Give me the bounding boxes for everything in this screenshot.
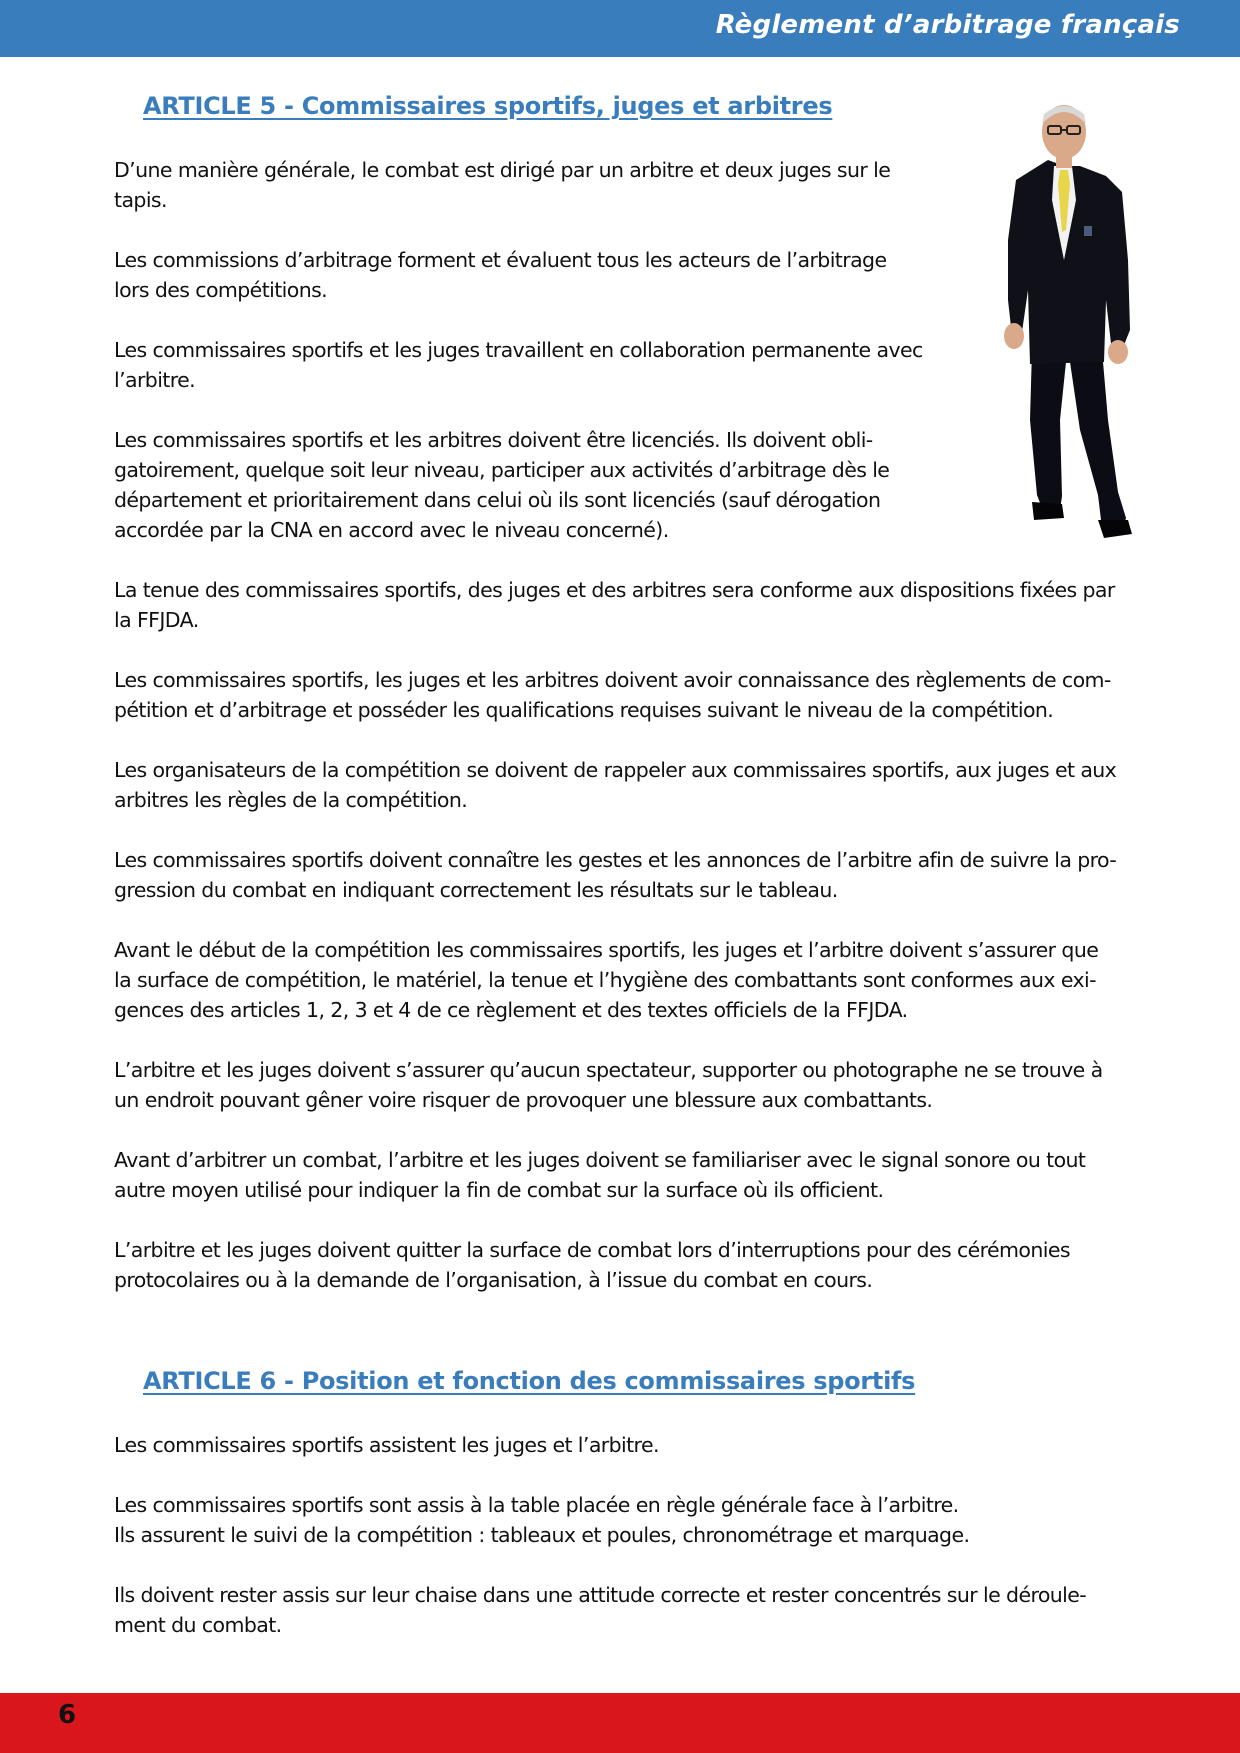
text-line: Ils assurent le suivi de la compétition : tableaux et poules, chronométrage et marquage.: [114, 1523, 970, 1547]
text-line: l’arbitre.: [114, 368, 196, 392]
text-line: Les commissaires sportifs, les juges et les arbitres doivent avoir connaissance des règlements de com-: [114, 668, 1111, 692]
article-6-paragraph-3: [114, 1580, 1165, 1640]
text-line: Avant d’arbitrer un combat, l’arbitre et les juges doivent se familiariser avec le signal sonore ou tout: [114, 1148, 1086, 1172]
text-line: ment du combat.: [114, 1613, 282, 1637]
text-line: gences des articles 1, 2, 3 et 4 de ce règlement et des textes officiels de la FFJDA.: [114, 998, 908, 1022]
text-line: la surface de compétition, le matériel, la tenue et l’hygiène des combattants sont conformes aux exi-: [114, 968, 1096, 992]
article-5-paragraph-6: [114, 665, 1165, 725]
article-5-paragraph-4: [114, 425, 958, 545]
text-line: Les commissaires sportifs et les juges travaillent en collaboration permanente avec: [114, 338, 923, 362]
article-5-paragraph-5: [114, 575, 1165, 635]
text-line: Les commissaires sportifs et les arbitres doivent être licenciés. Ils doivent obli-: [114, 428, 873, 452]
header-band: [0, 0, 1240, 57]
text-line: lors des compétitions.: [114, 278, 328, 302]
text-line: Les commissaires sportifs sont assis à la table placée en règle générale face à l’arbitre.: [114, 1493, 959, 1517]
jacket-badge: [1084, 226, 1092, 236]
article-5-title: ARTICLE 5 - Commissaires sportifs, juges et arbitres: [143, 92, 833, 120]
text-line: un endroit pouvant gêner voire risquer de provoquer une blessure aux combattants.: [114, 1088, 933, 1112]
article-5-paragraph-9: [114, 935, 1165, 1025]
footer-band: [0, 1693, 1240, 1753]
text-line: pétition et d’arbitrage et posséder les qualifications requises suivant le niveau de la compétition.: [114, 698, 1054, 722]
text-line: autre moyen utilisé pour indiquer la fin de combat sur la surface où ils officient.: [114, 1178, 884, 1202]
text-line: la FFJDA.: [114, 608, 199, 632]
shoe-left: [1032, 502, 1064, 520]
text-line: gatoirement, quelque soit leur niveau, participer aux activités d’arbitrage dès le: [114, 458, 890, 482]
text-line: Les organisateurs de la compétition se doivent de rappeler aux commissaires sportifs, aux juges et aux: [114, 758, 1117, 782]
text-line: Les commissaires sportifs assistent les juges et l’arbitre.: [114, 1433, 659, 1457]
article-6-paragraph-1: [114, 1430, 1165, 1460]
text-line: Avant le début de la compétition les commissaires sportifs, les juges et l’arbitre doivent s’assurer que: [114, 938, 1099, 962]
text-line: Les commissions d’arbitrage forment et évaluent tous les acteurs de l’arbitrage: [114, 248, 887, 272]
text-line: tapis.: [114, 188, 167, 212]
article-5-paragraph-1: [114, 155, 958, 215]
article-5-paragraph-11: [114, 1145, 1165, 1205]
text-line: D’une manière générale, le combat est dirigé par un arbitre et deux juges sur le: [114, 158, 891, 182]
article-5-paragraph-8: [114, 845, 1165, 905]
text-line: La tenue des commissaires sportifs, des juges et des arbitres sera conforme aux dispositions fixées par: [114, 578, 1115, 602]
article-6-paragraph-2: [114, 1490, 1165, 1550]
article-6-title: ARTICLE 6 - Position et fonction des commissaires sportifs: [143, 1367, 916, 1395]
referee-photo: [980, 100, 1150, 540]
page-number: 6: [58, 1700, 77, 1730]
text-line: accordée par la CNA en accord avec le niveau concerné).: [114, 518, 669, 542]
text-line: Les commissaires sportifs doivent connaître les gestes et les annonces de l’arbitre afin de suivre la pro-: [114, 848, 1117, 872]
trousers-left: [1030, 350, 1066, 510]
text-line: L’arbitre et les juges doivent s’assurer qu’aucun spectateur, supporter ou photographe ne se trouve à: [114, 1058, 1103, 1082]
text-line: département et prioritairement dans celui où ils sont licenciés (sauf dérogation: [114, 488, 881, 512]
text-line: gression du combat en indiquant correctement les résultats sur le tableau.: [114, 878, 838, 902]
text-line: arbitres les règles de la compétition.: [114, 788, 468, 812]
shoe-right: [1098, 520, 1132, 538]
article-5-paragraph-2: [114, 245, 958, 305]
hand-left: [1004, 323, 1024, 349]
text-line: Ils doivent rester assis sur leur chaise dans une attitude correcte et rester concentrés sur le déroule-: [114, 1583, 1087, 1607]
article-5-paragraph-10: [114, 1055, 1165, 1115]
article-5-paragraph-3: [114, 335, 958, 395]
trousers-right: [1070, 350, 1126, 532]
document-title: Règlement d’arbitrage français: [715, 10, 1180, 40]
text-line: protocolaires ou à la demande de l’organisation, à l’issue du combat en cours.: [114, 1268, 873, 1292]
hand-right: [1108, 340, 1128, 364]
text-line: L’arbitre et les juges doivent quitter la surface de combat lors d’interruptions pour des cérémonies: [114, 1238, 1070, 1262]
article-5-paragraph-12: [114, 1235, 1165, 1295]
article-5-paragraph-7: [114, 755, 1165, 815]
